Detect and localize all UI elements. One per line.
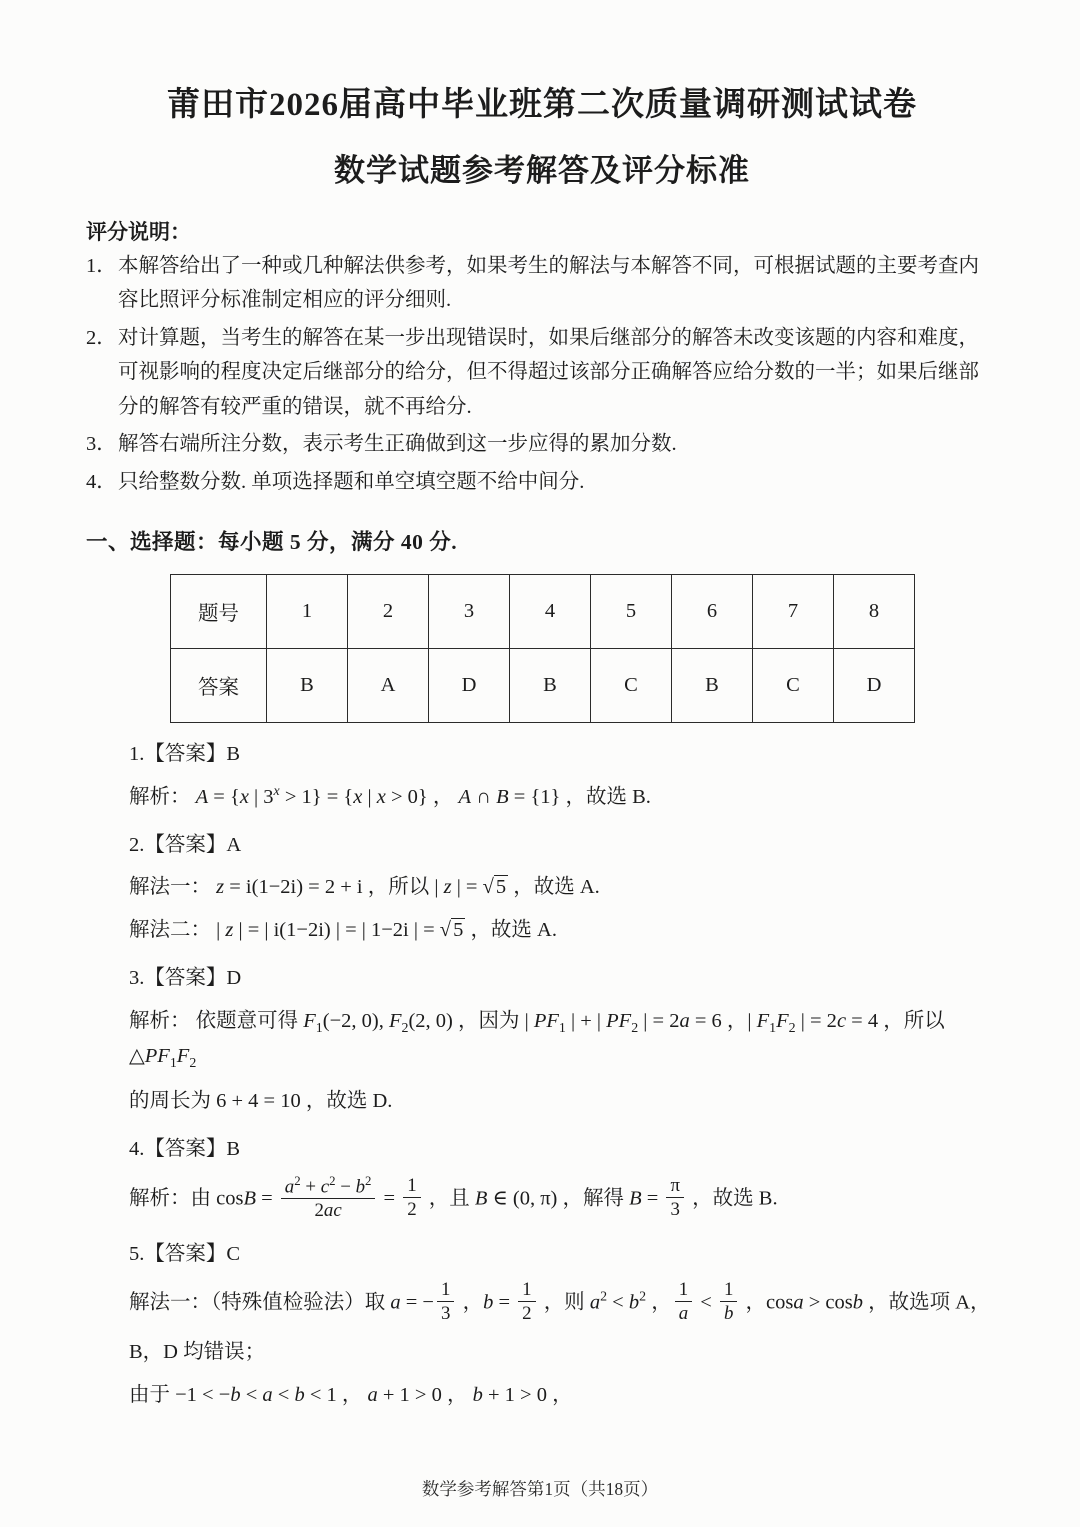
scoring-note-text: 解答右端所注分数，表示考生正确做到这一步应得的累加分数. bbox=[118, 433, 677, 456]
solution-line: 解法二： | z | = | i(1−2i) | = | 1−2i | = √ 5 ，故选 A. bbox=[129, 914, 998, 947]
answer-cell: B bbox=[510, 648, 591, 722]
scoring-note-text: 只给整数分数. 单项选择题和单空填空题不给中间分. bbox=[118, 470, 585, 493]
question-number-cell: 1 bbox=[267, 574, 348, 648]
page-subtitle: 数学试题参考解答及评分标准 bbox=[334, 152, 750, 188]
question-number-cell: 3 bbox=[429, 574, 510, 648]
answer-line: 3.【答案】D bbox=[129, 966, 242, 989]
answer-table-answer-row bbox=[171, 648, 915, 722]
page-title: 莆田市2026届高中毕业班第二次质量调研测试试卷 bbox=[167, 87, 917, 123]
scoring-note-1 bbox=[86, 249, 998, 318]
answer-cell: A bbox=[348, 648, 429, 722]
answer-cell: D bbox=[834, 648, 915, 722]
answer-cell: B bbox=[672, 648, 753, 722]
solution-question-2 bbox=[129, 830, 998, 947]
answer-cell: C bbox=[591, 648, 672, 722]
scoring-notes-heading: 评分说明： bbox=[86, 219, 191, 244]
solutions-section bbox=[129, 739, 998, 1412]
table-header-cell: 答案 bbox=[171, 648, 267, 722]
solution-line: 的周长为 6 + 4 = 10 ，故选 D. bbox=[129, 1090, 393, 1113]
answer-line: 2.【答案】A bbox=[129, 833, 242, 856]
solution-line: 解析： 依题意可得 $F_1(-2$, 0), $F_2(2$, 0) ，因为 | $PF_1$ | + | $PF_2$ | = 2a = 6 ，| $F_1F_2$ | = 2c = 4 ，所以 $\triangle PF_1F_2$ bbox=[129, 1009, 945, 1072]
answer-table-header-row bbox=[171, 574, 915, 648]
question-number-cell: 5 bbox=[591, 574, 672, 648]
table-header-cell: 题号 bbox=[171, 574, 267, 648]
answer-line: 1.【答案】B bbox=[129, 742, 241, 765]
question-number-cell: 8 bbox=[834, 574, 915, 648]
page-footer: 数学参考解答第1页（共18页） bbox=[421, 1479, 659, 1499]
solution-line: 解法一： z = i(1−2i) = 2 + i ，所以 | z | = √ 5 ，故选 A. bbox=[129, 871, 998, 904]
answer-cell: D bbox=[429, 648, 510, 722]
scoring-note-number: 4． bbox=[86, 470, 117, 493]
answer-line: 4.【答案】B bbox=[129, 1138, 241, 1161]
question-number-cell: 6 bbox=[672, 574, 753, 648]
solution-line: 解析：由 cosB = $\frac{a^2 + c^2 - b^2}{2ac}$ = $\frac{1}{2}$ ，且 B ∈ (0, π) ，解得 B = $\frac{\pi}{3}$ ，故选 B. bbox=[129, 1173, 778, 1222]
scoring-note-4 bbox=[86, 465, 998, 499]
scoring-note-number: 1． bbox=[86, 254, 117, 277]
solution-question-5 bbox=[129, 1239, 998, 1412]
answer-line: 5.【答案】C bbox=[129, 1243, 241, 1266]
scoring-note-number: 2． bbox=[86, 326, 117, 349]
answer-cell: B bbox=[267, 648, 348, 722]
solution-line: 解析： A = {x | $3^x > 1\} = \{x$ | x > 0} ， A ∩ B = {1} ，故选 B. bbox=[129, 783, 651, 808]
solution-line: 解法一：（特殊值检验法）取 a = − $\frac{1}{3}$ ，b = $\frac{1}{2}$ ，则 $a^2 < b^2$ ， $\frac{1}{a}$ < $\frac{1}{b}$ ，cosa > cosb ，故选项 A， bbox=[129, 1279, 991, 1325]
section-heading-choice-questions: 一、选择题：每小题 5 分，满分 40 分. bbox=[86, 529, 458, 554]
question-number-cell: 7 bbox=[753, 574, 834, 648]
scoring-note-3 bbox=[86, 427, 998, 461]
answer-cell: C bbox=[753, 648, 834, 722]
scoring-note-text: 本解答给出了一种或几种解法供参考，如果考生的解法与本解答不同，可根据试题的主要考查内容比照评分标准制定相应的评分细则. bbox=[118, 254, 979, 312]
answer-table bbox=[170, 574, 915, 723]
solution-line: 由于 −1 < −b < a < b < 1 ， a + 1 > 0 ， b + 1 > 0 ， bbox=[129, 1384, 573, 1407]
solution-question-1 bbox=[129, 739, 998, 814]
question-number-cell: 2 bbox=[348, 574, 429, 648]
solution-question-3 bbox=[129, 963, 998, 1118]
scoring-note-2 bbox=[86, 321, 998, 424]
scoring-note-number: 3． bbox=[86, 433, 117, 456]
solution-question-4 bbox=[129, 1134, 998, 1223]
scoring-note-text: 对计算题，当考生的解答在某一步出现错误时，如果后继部分的解答未改变该题的内容和难度，可视影响的程度决定后继部分的给分，但不得超过该部分正确解答应给分数的一半；如果后继部分的解答有较严重的错误，就不再给分. bbox=[118, 326, 979, 418]
solution-line: B，D 均错误； bbox=[129, 1341, 266, 1364]
question-number-cell: 4 bbox=[510, 574, 591, 648]
